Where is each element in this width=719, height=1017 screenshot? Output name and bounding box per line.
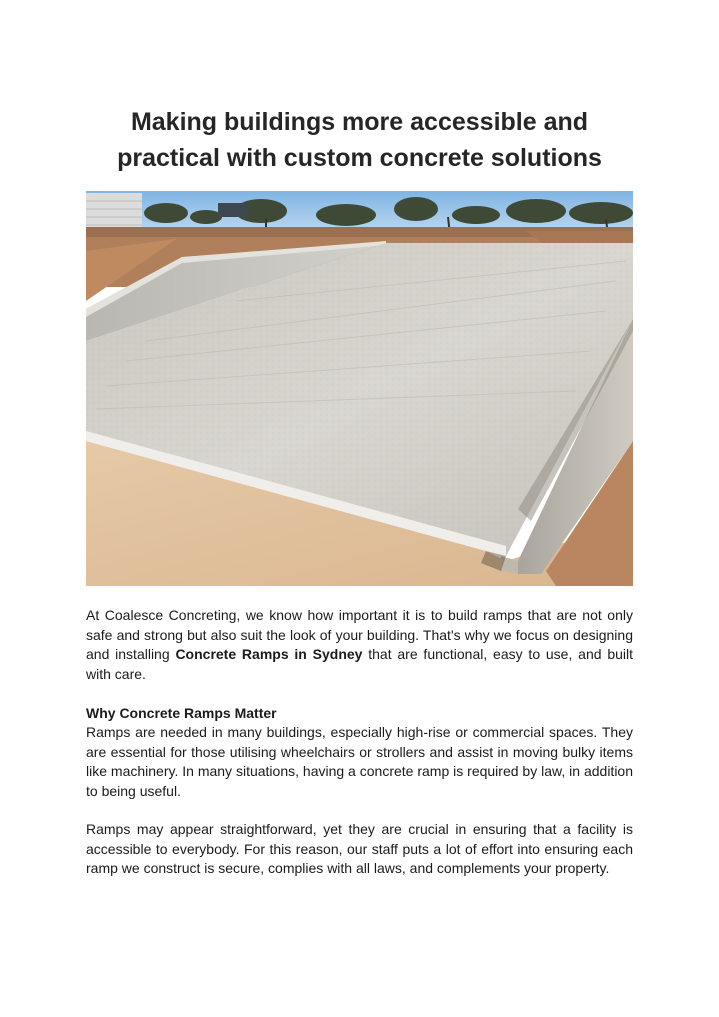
title-line-2: practical with custom concrete solutions bbox=[117, 144, 602, 172]
intro-text-before: At Coalesce Concreting, we know how important it is to build ramps that are not only safe and strong but also suit the look of your building. That's why we focus on designing and installing bbox=[86, 607, 633, 662]
section-heading: Why Concrete Ramps Matter bbox=[86, 705, 277, 721]
title-line-1: Making buildings more accessible and bbox=[130, 108, 589, 136]
intro-bold-keyword: Concrete Ramps in Sydney bbox=[175, 646, 363, 662]
section-paragraph-2: Ramps may appear straightforward, yet they are crucial in ensuring that a facility is accessible to everybody. For this reason, our staff puts a lot of effort into ensuring each ramp we construct is secure, complies with all laws, and complements your property. bbox=[86, 821, 633, 876]
intro-text-after: that are functional, easy to use, and built with care. bbox=[86, 646, 633, 682]
intro-paragraph bbox=[86, 606, 633, 684]
section-paragraph-1: Ramps are needed in many buildings, especially high-rise or commercial spaces. They are essential for those utilising wheelchairs or strollers and assist in moving bulky items like machinery. In many situations, having a concrete ramp is required by law, in addition to being useful. bbox=[86, 724, 633, 799]
concrete-ramp-photo bbox=[86, 191, 633, 586]
page-title bbox=[60, 104, 659, 176]
